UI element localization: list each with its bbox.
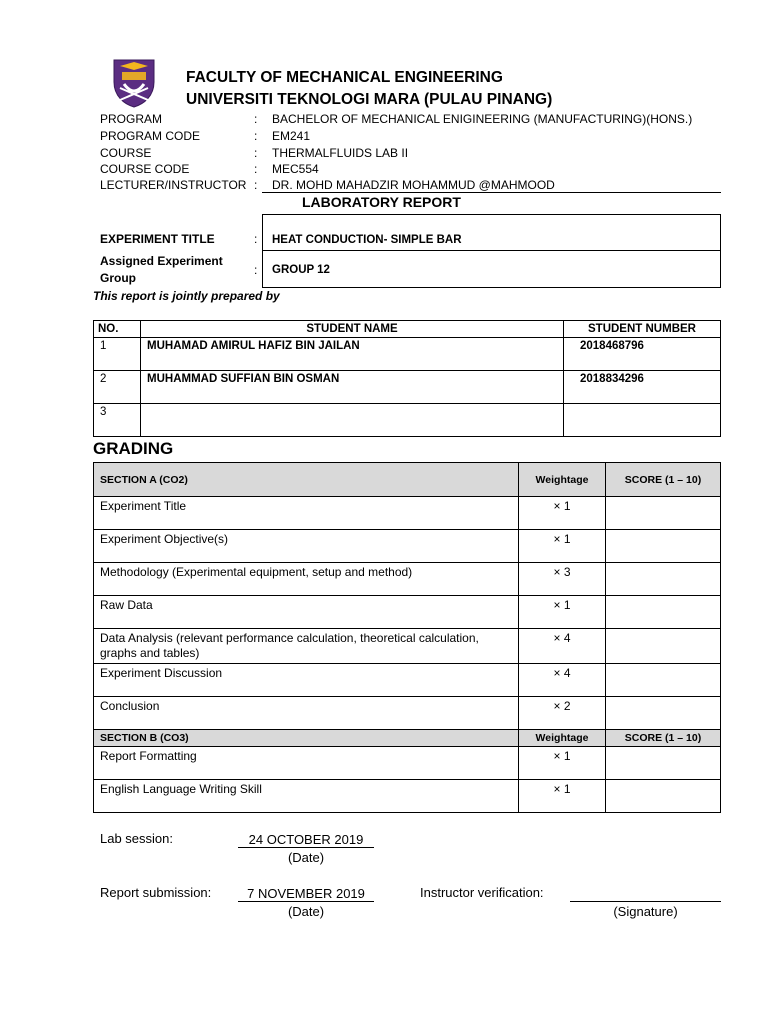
criterion-weight: × 4 <box>519 629 606 664</box>
table-row <box>94 404 721 437</box>
table-row <box>94 664 721 697</box>
criterion-label: Experiment Objective(s) <box>94 530 519 563</box>
jointly-prepared-note: This report is jointly prepared by <box>93 289 280 303</box>
table-row <box>94 629 721 664</box>
criterion-label: Data Analysis (relevant performance calculation, theoretical calculation, graphs and tables) <box>94 629 519 664</box>
weightage-header: Weightage <box>519 463 606 497</box>
student-no: 2 <box>94 371 141 404</box>
score-cell[interactable] <box>606 563 721 596</box>
score-cell[interactable] <box>606 747 721 780</box>
submission-date: 7 NOVEMBER 2019 <box>247 886 365 901</box>
date-caption: (Date) <box>287 904 325 919</box>
program-label: PROGRAM <box>100 112 163 126</box>
criterion-label: Report Formatting <box>94 747 519 780</box>
criterion-label: Raw Data <box>94 596 519 629</box>
grading-title: GRADING <box>93 439 174 458</box>
student-number: 2018834296 <box>564 371 721 404</box>
name-header: STUDENT NAME <box>141 321 564 338</box>
student-no: 1 <box>94 338 141 371</box>
student-name: MUHAMMAD SUFFIAN BIN OSMAN <box>141 371 564 404</box>
experiment-title-value: HEAT CONDUCTION- SIMPLE BAR <box>272 234 462 246</box>
score-header: SCORE (1 – 10) <box>606 463 721 497</box>
section-a-label: SECTION A (CO2) <box>94 463 519 497</box>
student-number: 2018468796 <box>564 338 721 371</box>
lecturer-value: DR. MOHD MAHADZIR MOHAMMUD @MAHMOOD <box>272 178 555 192</box>
university-title: UNIVERSITI TEKNOLOGI MARA (PULAU PINANG) <box>186 91 553 108</box>
criterion-weight: × 1 <box>519 780 606 813</box>
no-header: NO. <box>94 321 141 338</box>
group-label-line1: Assigned Experiment <box>100 254 223 268</box>
table-row <box>94 697 721 730</box>
grading-table <box>93 462 721 813</box>
criterion-label: English Language Writing Skill <box>94 780 519 813</box>
lab-session-underline <box>238 847 374 848</box>
criterion-label: Experiment Discussion <box>94 664 519 697</box>
table-row <box>94 338 721 371</box>
signature-line[interactable] <box>570 901 721 902</box>
criterion-weight: × 4 <box>519 664 606 697</box>
group-value: GROUP 12 <box>272 264 330 276</box>
table-row <box>94 747 721 780</box>
program-code-label: PROGRAM CODE <box>100 129 201 143</box>
student-name: MUHAMAD AMIRUL HAFIZ BIN JAILAN <box>141 338 564 371</box>
date-caption: (Date) <box>287 850 325 865</box>
criterion-label: Experiment Title <box>94 497 519 530</box>
section-b-header-row <box>94 730 721 747</box>
score-cell[interactable] <box>606 530 721 563</box>
program-code-value: EM241 <box>272 129 311 143</box>
course-label: COURSE <box>100 146 152 160</box>
submission-underline <box>238 901 374 902</box>
program-value: BACHELOR OF MECHANICAL ENIGINEERING (MANUFACTURING)(HONS.) <box>272 112 693 126</box>
student-no: 3 <box>94 404 141 437</box>
experiment-group-box <box>262 250 721 288</box>
colon: : <box>254 232 258 246</box>
lab-session-label: Lab session: <box>100 831 173 846</box>
score-cell[interactable] <box>606 629 721 664</box>
criterion-weight: × 1 <box>519 747 606 780</box>
criterion-label: Methodology (Experimental equipment, setup and method) <box>94 563 519 596</box>
colon: : <box>254 112 258 126</box>
table-row <box>94 371 721 404</box>
score-header: SCORE (1 – 10) <box>606 730 721 747</box>
course-code-value: MEC554 <box>272 162 319 176</box>
criterion-weight: × 3 <box>519 563 606 596</box>
lab-session-date: 24 OCTOBER 2019 <box>248 832 364 847</box>
course-value: THERMALFLUIDS LAB II <box>272 146 409 160</box>
score-cell[interactable] <box>606 697 721 730</box>
criterion-weight: × 1 <box>519 596 606 629</box>
criterion-weight: × 2 <box>519 697 606 730</box>
table-row <box>94 563 721 596</box>
instructor-label: Instructor verification: <box>420 885 544 900</box>
table-row <box>94 780 721 813</box>
students-table <box>93 320 721 437</box>
faculty-title: FACULTY OF MECHANICAL ENGINEERING <box>186 69 503 86</box>
colon: : <box>254 162 258 176</box>
criterion-label: Conclusion <box>94 697 519 730</box>
student-number <box>564 404 721 437</box>
colon: : <box>254 129 258 143</box>
score-cell[interactable] <box>606 596 721 629</box>
section-a-header-row <box>94 463 721 497</box>
number-header: STUDENT NUMBER <box>564 321 721 338</box>
score-cell[interactable] <box>606 497 721 530</box>
lecturer-label: LECTURER/INSTRUCTOR <box>100 178 247 192</box>
experiment-title-label: EXPERIMENT TITLE <box>100 232 215 246</box>
table-row <box>94 530 721 563</box>
course-code-label: COURSE CODE <box>100 162 190 176</box>
lecturer-underline <box>262 192 721 193</box>
table-row <box>94 497 721 530</box>
student-name <box>141 404 564 437</box>
university-logo <box>110 58 158 108</box>
report-title: LABORATORY REPORT <box>302 194 461 210</box>
score-cell[interactable] <box>606 780 721 813</box>
colon: : <box>254 263 258 277</box>
score-cell[interactable] <box>606 664 721 697</box>
signature-caption: (Signature) <box>613 904 678 919</box>
criterion-weight: × 1 <box>519 530 606 563</box>
section-b-label: SECTION B (CO3) <box>94 730 519 747</box>
table-row <box>94 596 721 629</box>
group-label-line2: Group <box>100 271 136 285</box>
colon: : <box>254 146 258 160</box>
submission-label: Report submission: <box>100 885 212 900</box>
criterion-weight: × 1 <box>519 497 606 530</box>
students-header-row <box>94 321 721 338</box>
colon: : <box>254 178 258 192</box>
weightage-header: Weightage <box>519 730 606 747</box>
